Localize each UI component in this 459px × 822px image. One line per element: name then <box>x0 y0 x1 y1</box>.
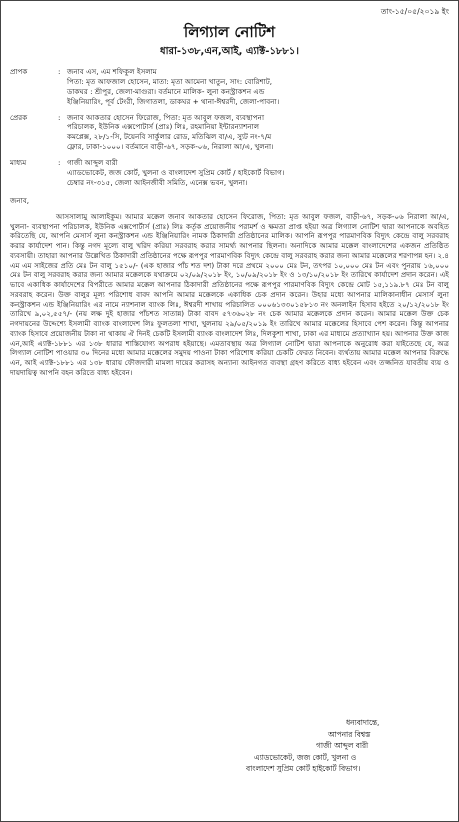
signoff-thanks: ধন্যবাদান্তে, <box>346 718 380 727</box>
signoff-designation: এ্যাডভোকেট, জজ কোর্ট, খুলনা ও <box>254 752 357 762</box>
sender-details <box>67 113 449 153</box>
sender-line: পরিচালক, ইউনিক এক্সপোটার্স (প্রাঃ) লিঃ, রহমানিয়া ইন্টারন্যাশনাল <box>67 122 260 132</box>
sender-colon: : <box>58 112 61 122</box>
sender-line: ফ্লোর, ঢাকা-১০০০। বর্তমানে বাড়ী-৬৭, সড়ক-০৬, নিরালা আ/এ, খুলনা। <box>67 142 274 152</box>
notice-subtitle: ধারা-১৩৮,এন,আই, এ্যাক্ট-১৮৮১। <box>160 45 299 57</box>
sender-line: জনাব আকতার হোসেন ফিরোজ, পিতা: মৃত আবুল ফজল, ব্যবস্থাপনা <box>67 112 265 122</box>
recipient-colon: : <box>58 66 61 76</box>
recipient-line: ইঞ্জিনিয়ারিং, পূর্ব টেংরী, জিগাতলা, ডাকঘর + থানা-ঈশ্বরদী, জেলা-পাবনা। <box>67 96 280 106</box>
via-block <box>10 158 449 188</box>
sender-block <box>10 113 449 153</box>
via-details <box>67 158 449 188</box>
signoff-court: বাংলাদেশ সুপ্রিম কোর্ট হাইকোর্ট বিভাগ। <box>246 764 361 774</box>
recipient-line: ডাকঘর : শ্রীপুর, জেলা-মাগুরা। বর্তমানে মালিক- লুনা কনস্ট্রাকশন এন্ড <box>67 86 265 96</box>
sender-line: কমপ্লেক্স, ২৮/১-সি, টয়েনবি সার্কুলার রোড, মতিঝিল বা/এ, স্যুট নং-৭/ম <box>67 132 272 142</box>
via-line: এ্যাডভোকেট, জজ কোর্ট, খুলনা ও বাংলাদেশ সুপ্রিম কোর্ট / হাইকোর্ট বিভাগ। <box>67 168 285 178</box>
notice-title: লিগ্যাল নোটিশ <box>183 22 276 41</box>
sender-label: প্রেরক <box>10 112 28 122</box>
notice-body: আসসালামু আলাইকুম। আমার মক্কেল জনাব আকতার হোসেন ফিরোজ, পিতা: মৃত আবুল ফজল, বাড়ী-৬৭, সড়ক-০৬ নিরালা আ/এ, খুলনা- ব্যবস্থাপনা পরিচালক, ইউনিক এক্সপোর্টার্স (প্রাঃ) লিঃ কর্তৃক প্রয়োজনীয় পরামর্শ ও ক্ষমতা প্রাপ্ত হইয়া অত্র লিগ্যাল নোটিশ দ্বারা আপনাকে অবহিত করিতেছি যে, আপনি মেসার্স লুনা কনস্ট্রাকশন এন্ড ইঞ্জিনিয়ারিং নামক ঠিকাদারী প্রতিষ্ঠানের মালিক। আপনি রূপপুর পারমাণবিক বিদ্যুৎ কেন্দ্রে বালু সরবরাহ করার কার্যাদেশ পান। কিন্তু নগদ মূল্যে বালু খরিদ করিয়া সরবরাহ করার সামর্থ্য আপনার ছিলনা। অনাদিকে আমার মক্কেল বাংলাদেশের একজন প্রতিষ্ঠিত ব্যবসায়ী। তাহারা আপনার উল্লেখিত ঠিকাদারী প্রতিষ্ঠানের পক্ষে রূপপুর পারমাণবিক বিদ্যুৎ কেন্দ্রে বালু সরবরাহ করার জন্য আমার মক্কেলের শরণাপন্ন হন। ২.৪ এম এম সাইজের প্রতি মেঃ টন বালু ১৫১০/- (এক হাজার পাঁচ শত দশ) টাকা দরে প্রথমে ২০০০ মেঃ টন, তৎপর ১০,০০০ মেঃ টন এবং পুনরায় ১৬,০০০ মেঃ টন বালু সরবরাহ করার জন্য আমার মক্কেলকে যথাক্রমে ০২/০৯/২০১৮ ইং, ১০/০৯/২০১৮ ইং ও ১৩/১০/২০১৮ ইং তারিখে কার্যাদেশ প্রদান করেন। এই ভাবে একাধিক কার্যাদেশের বিপরীতে আমার মক্কেল আপনার ঠিকাদারী প্রতিষ্ঠানের পক্ষে রূপপুর পারমাণবিক বিদ্যুৎ কেন্দ্রে মোট ১৫,১১৯.৮৭ মেঃ টন বালু সরবরাহ করেন। উক্ত বালুর মূল্য পরিশোধ বাবদ আপনি আমার মক্কেলকে একাধিক চেক প্রদান করেন। উহার মধ্যে আপনার মালিকানাধীন মেসার্স লুনা কনস্ট্রাকশন এন্ড ইঞ্জিনিয়ারিং এর নামে ন্যাশনাল ব্যাংক লিঃ, ঈশ্বরদী শাখায় পরিচালিত ০০০৬১৩৩০১৫৮১৩ নং অনলাইন হিসাব হইতে ২০/১২/২০১৮ ইং তারিখে ৯,০২,৫৫৭/- (নয় লক্ষ দুই হাজার পাঁচশত সাতান্ন) টাকা বাবদ ৫৭৩৬০২৮ নং চেক আমার মক্কেলকে প্রদান করেন। আমার মক্কেল উক্ত চেক নগদায়নের উদ্দেশ্যে ইসলামী ব্যাংক বাংলাদেশ লিঃ ফুলতলা শাখা, খুলনায় ২৯/০৫/২০১৯ ইং তারিখে আমার মক্কেলের হিসাবে পেশ করেন। কিন্তু আপনার ব্যাংক হিসাবে প্রয়োজনীয় টাকা না থাকায় ঐ দিনই চেকটি ইসলামী ব্যাংক বাংলাদেশ লিঃ, দিলকুশা শাখা, ঢাকা এর মাধ্যমে প্রত্যাখ্যান হয়। আপনার উক্ত কাজ এন,আই এ্যাক্ট-১৮৮১ এর ১৩৮ ধারার শাস্তিযোগ্য অপরাধ হইয়াছে। এমতাবস্থায় অত্র লিগ্যাল নোটিশ দ্বারা আপনাকে অনুরোধ করা যাইতেছে যে, অত্র লিগ্যাল নোটিশ পাওয়ার ৩০ দিনের মধ্যে আমার মক্কেলের সমুদয় পাওনা টাকা পরিশোধ করিয়া চেকটি ফেরত নিবেন। ব্যর্থতায় আমার মক্কেল আপনার বিরুদ্ধে এন, আই এ্যাক্ট-১৮৮১ এর ১৩৮ ধারায় ফৌজদারী মামলা দায়ের করাসহ অন্যান্য আইনগত ব্যবস্থা গ্রহণ করিতে বাধ্য হইবেন এবং তজ্জনিত যাবতীয় ব্যয় ও দায়দায়িত্ব আপনি বহন করিতে বাধ্য হইবেন। <box>10 211 449 377</box>
recipient-label: প্রাপক <box>10 66 28 76</box>
salutation: জনাব, <box>10 195 30 205</box>
via-line: গাজী আব্দুল বারী <box>67 158 118 168</box>
via-label: মাধ্যম <box>10 158 27 168</box>
via-line: চেম্বার নং-৩১৫, জেলা আইনজীবী সমিতি, এনেক্স ভবন, খুলনা। <box>67 177 248 187</box>
recipient-line: পিতা: মৃত আফজাল হোসেন, মাতা: মৃতা আমেনা খাতুন, সাং: বোরিশাট, <box>67 76 273 86</box>
signoff-block <box>246 717 442 775</box>
signoff-name: গাজী আব্দুল বারী <box>316 741 369 751</box>
recipient-block <box>10 67 449 107</box>
notice-date: তাং-১৫/০৫/২০১৯ ইং <box>380 7 449 16</box>
recipient-line: জনাব এস, এম শফিকুল ইসলাম <box>67 66 157 76</box>
signoff-regards: আপনার বিশ্বস্ত <box>328 729 371 739</box>
recipient-details <box>67 67 449 107</box>
via-colon: : <box>58 158 61 168</box>
